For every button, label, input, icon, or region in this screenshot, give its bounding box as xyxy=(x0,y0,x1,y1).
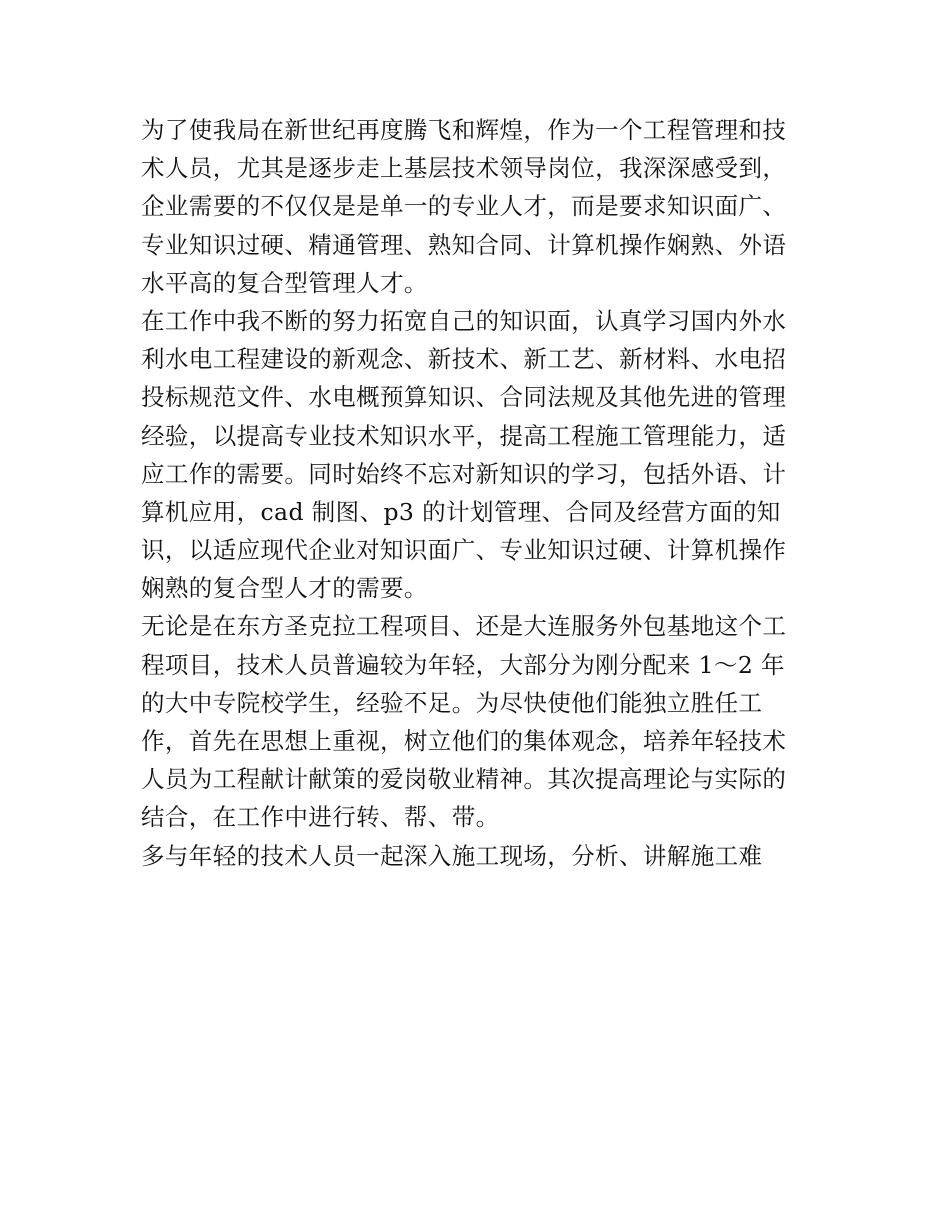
text-line: 多与年轻的技术人员一起深入施工现场，分析、讲解施工难 xyxy=(141,841,763,870)
text-line: 算机应用，cad 制图、p3 的计划管理、合同及经营方面的知 xyxy=(141,497,781,526)
text-line: 作，首先在思想上重视，树立他们的集体观念，培养年轻技术 xyxy=(141,727,787,755)
text-line: 结合，在工作中进行转、帮、带。 xyxy=(141,803,500,832)
text-line: 程项目，技术人员普遍较为年轻，大部分为刚分配来 1～2 年 xyxy=(141,650,785,679)
paragraph-1 xyxy=(141,111,813,302)
text-line: 娴熟的复合型人才的需要。 xyxy=(141,574,428,603)
text-line: 在工作中我不断的努力拓宽自己的知识面，认真学习国内外水 xyxy=(141,306,787,335)
text-line: 经验，以提高专业技术知识水平，提高工程施工管理能力，适 xyxy=(141,421,787,450)
text-line: 无论是在东方圣克拉工程项目、还是大连服务外包基地这个工 xyxy=(141,612,787,641)
text-line: 人员为工程献计献策的爱岗敬业精神。其次提高理论与实际的 xyxy=(141,765,787,794)
text-line: 识，以适应现代企业对知识面广、专业知识过硬、计算机操作 xyxy=(141,536,787,565)
text-line: 投标规范文件、水电概预算知识、合同法规及其他先进的管理 xyxy=(141,383,787,412)
document-body xyxy=(141,111,813,875)
text-line: 水平高的复合型管理人才。 xyxy=(141,268,428,297)
text-line: 为了使我局在新世纪再度腾飞和辉煌，作为一个工程管理和技 xyxy=(141,116,787,144)
text-line: 应工作的需要。同时始终不忘对新知识的学习，包括外语、计 xyxy=(141,459,787,488)
paragraph-2 xyxy=(141,302,813,608)
paragraph-3 xyxy=(141,607,813,836)
paragraph-4 xyxy=(141,837,813,875)
text-line: 企业需要的不仅仅是是单一的专业人才，而是要求知识面广、 xyxy=(141,192,787,221)
text-line: 的大中专院校学生，经验不足。为尽快使他们能独立胜任工 xyxy=(141,688,763,717)
text-line: 利水电工程建设的新观念、新技术、新工艺、新材料、水电招 xyxy=(141,345,787,374)
text-line: 专业知识过硬、精通管理、熟知合同、计算机操作娴熟、外语 xyxy=(141,230,787,259)
text-line: 术人员，尤其是逐步走上基层技术领导岗位，我深深感受到， xyxy=(141,154,787,183)
